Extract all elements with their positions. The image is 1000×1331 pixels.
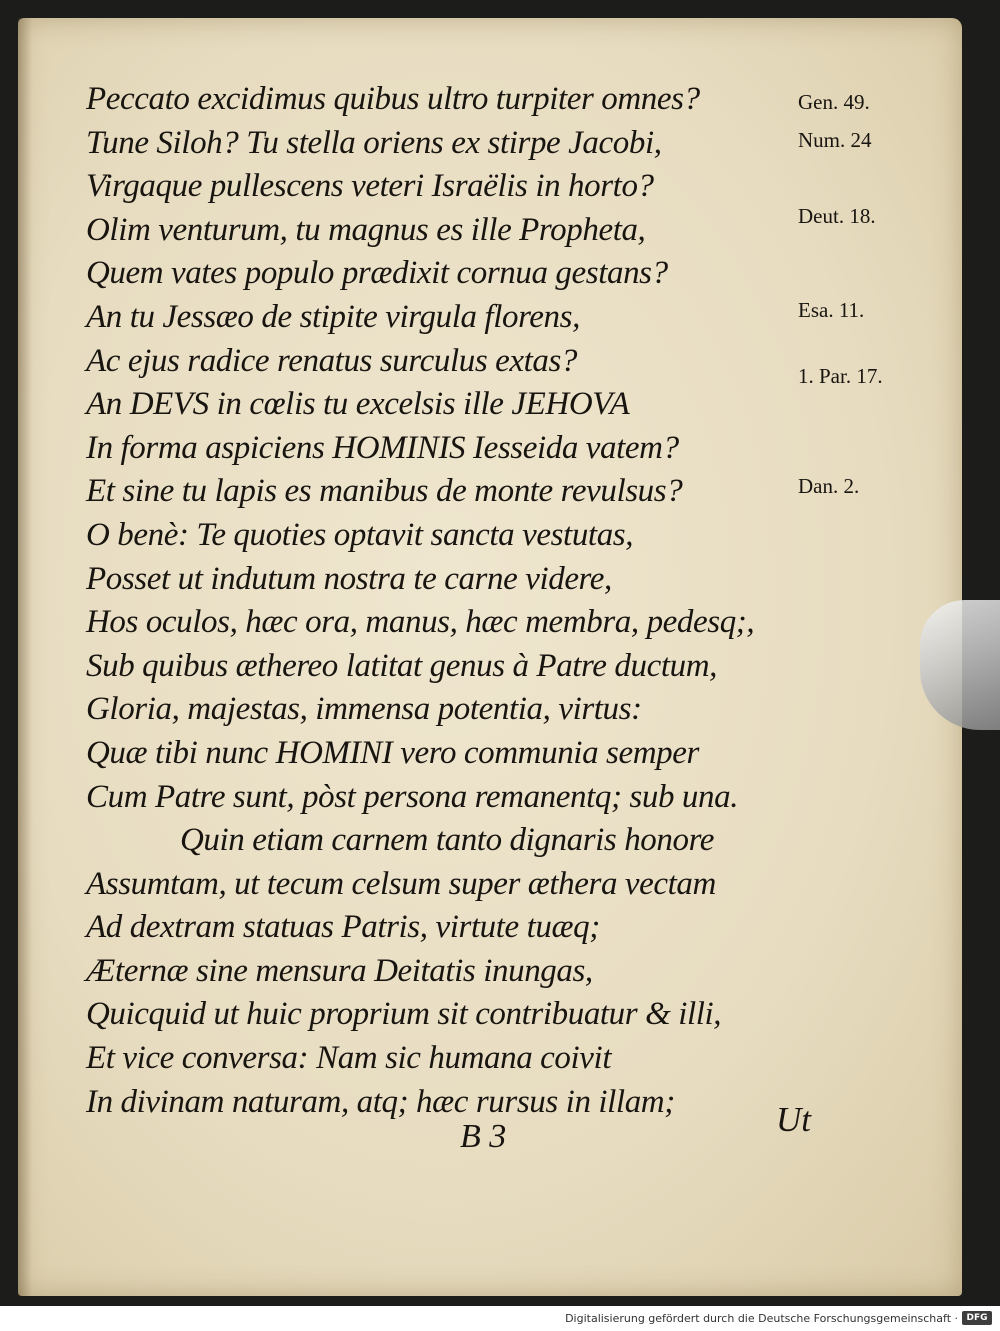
funding-credit: Digitalisierung gefördert durch die Deutsche Forschungsgemeinschaft · bbox=[565, 1312, 958, 1325]
catchword: Ut bbox=[776, 1100, 811, 1139]
verse-line: Hos oculos, hæc ora, manus, hæc membra, pedesq;, bbox=[86, 604, 755, 641]
margin-note: Num. 24 bbox=[798, 128, 872, 152]
verse-text bbox=[86, 78, 826, 1124]
verse-line: Ac ejus radice renatus surculus extas? bbox=[86, 342, 578, 379]
verse-line: O benè: Te quoties optavit sancta vestutas, bbox=[86, 516, 634, 553]
footer-bar bbox=[0, 1306, 1000, 1331]
verse-line: Æternæ sine mensura Deitatis inungas, bbox=[86, 952, 593, 989]
verse-line: Quæ tibi nunc HOMINI vero communia semper bbox=[86, 734, 699, 771]
margin-note: Dan. 2. bbox=[798, 474, 860, 498]
verse-line: Ad dextram statuas Patris, virtute tuæq; bbox=[86, 909, 600, 946]
verse-line: Virgaque pullescens veteri Israëlis in horto? bbox=[86, 168, 654, 205]
verse-line: An tu Jessæo de stipite virgula florens, bbox=[86, 298, 580, 335]
margin-note: Gen. 49. bbox=[798, 90, 870, 114]
dfg-logo: DFG bbox=[962, 1311, 992, 1325]
verse-line: Assumtam, ut tecum celsum super æthera vectam bbox=[86, 865, 716, 902]
verse-line: An DEVS in cœlis tu excelsis ille JEHOVA bbox=[86, 386, 630, 423]
verse-line: Tune Siloh? Tu stella oriens ex stirpe Jacobi, bbox=[86, 124, 662, 161]
verse-line: Quicquid ut huic proprium sit contribuatur & illi, bbox=[86, 996, 722, 1033]
margin-note: Esa. 11. bbox=[798, 298, 865, 322]
verse-line: Cum Patre sunt, pòst persona remanentq; sub una. bbox=[86, 778, 739, 815]
verse-line: Et vice conversa: Nam sic humana coivit bbox=[86, 1040, 612, 1077]
verse-line: Posset ut indutum nostra te carne videre, bbox=[86, 560, 612, 597]
verse-line: In forma aspiciens HOMINIS Iesseida vatem? bbox=[86, 429, 679, 466]
signature-mark: B 3 bbox=[460, 1118, 507, 1155]
verse-line: Quem vates populo prædixit cornua gestans? bbox=[86, 255, 668, 292]
verse-line: Sub quibus æthereo latitat genus à Patre ductum, bbox=[86, 647, 717, 684]
page-gutter-shadow bbox=[18, 18, 32, 1296]
verse-line: Et sine tu lapis es manibus de monte revulsus? bbox=[86, 473, 683, 510]
margin-note: 1. Par. 17. bbox=[798, 364, 883, 388]
verse-line: Peccato excidimus quibus ultro turpiter omnes? bbox=[86, 81, 700, 117]
verse-line: Olim venturum, tu magnus es ille Propheta, bbox=[86, 211, 646, 248]
verse-line: In divinam naturam, atq; hæc rursus in illam; bbox=[86, 1083, 675, 1120]
verse-line: Quin etiam carnem tanto dignaris honore bbox=[180, 822, 715, 859]
margin-note: Deut. 18. bbox=[798, 204, 876, 228]
verse-line: Gloria, majestas, immensa potentia, virtus: bbox=[86, 691, 642, 728]
